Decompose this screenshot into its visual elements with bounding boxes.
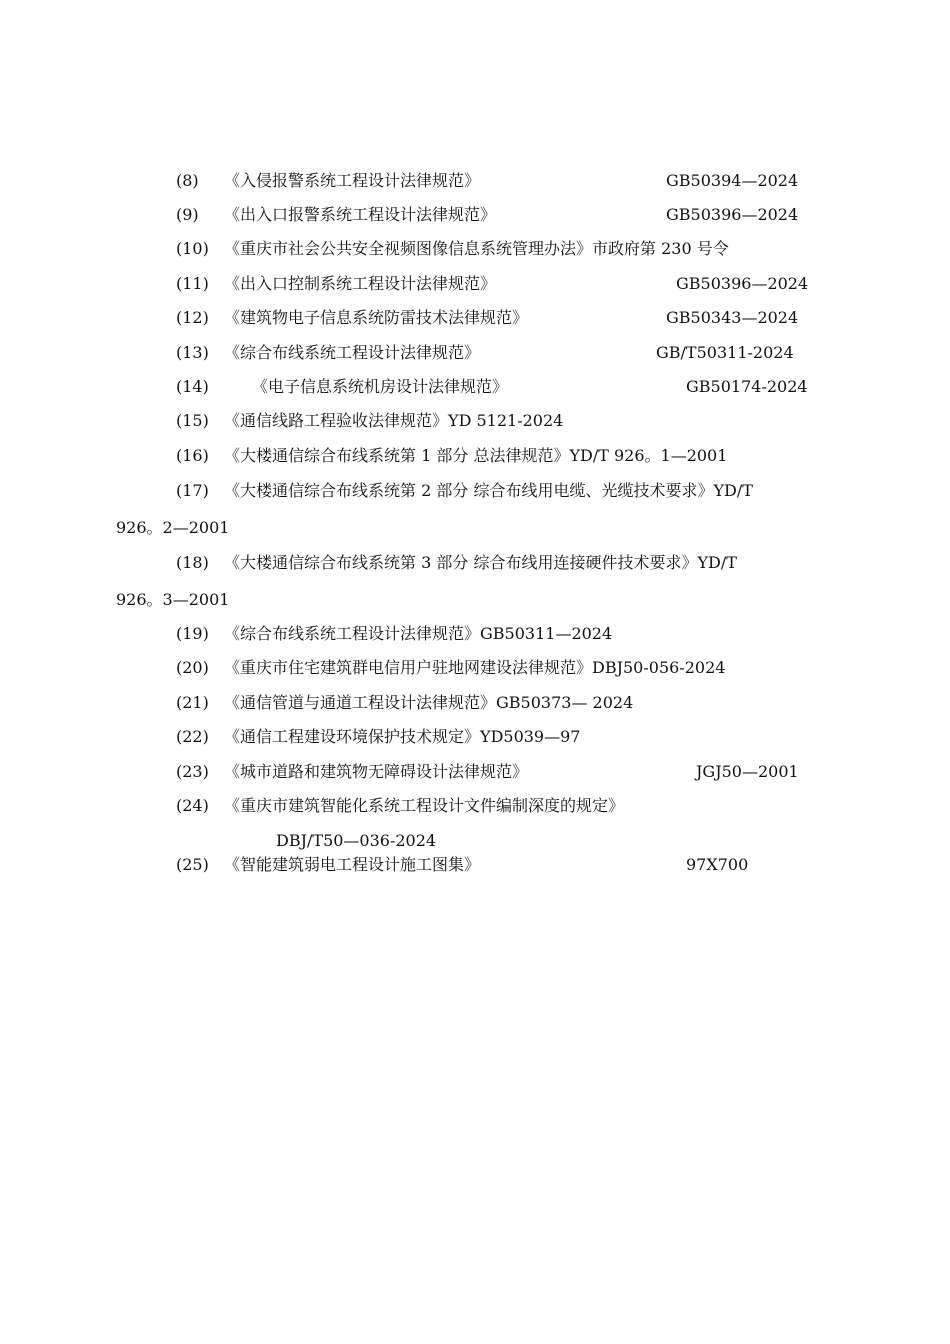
reference-code: GB/T50311-2024 (656, 343, 794, 362)
reference-number: (25) (176, 855, 209, 874)
reference-number: (9) (176, 205, 199, 224)
reference-item (176, 553, 737, 573)
reference-number: (8) (176, 171, 199, 190)
reference-code: 97X700 (686, 855, 749, 874)
reference-number: (11) (176, 274, 209, 293)
reference-item (176, 727, 580, 747)
reference-number: (18) (176, 553, 209, 572)
reference-number: (16) (176, 446, 209, 465)
reference-item (176, 343, 480, 363)
reference-continuation: 926。2—2001 (116, 518, 230, 537)
reference-code: GB50396—2024 (666, 205, 799, 224)
reference-code: GB50396—2024 (676, 274, 809, 293)
reference-item (176, 693, 633, 713)
reference-title: 《通信线路工程验收法律规范》YD 5121-2024 (224, 411, 564, 430)
reference-number: (10) (176, 239, 209, 258)
reference-item (176, 762, 528, 782)
reference-item (176, 205, 496, 225)
reference-number: (17) (176, 481, 209, 500)
reference-title: 《重庆市住宅建筑群电信用户驻地网建设法律规范》DBJ50-056-2024 (224, 658, 726, 677)
reference-title: 《出入口报警系统工程设计法律规范》 (224, 205, 497, 224)
reference-title: 《出入口控制系统工程设计法律规范》 (224, 274, 497, 293)
reference-item (176, 308, 528, 328)
reference-item (176, 855, 480, 875)
reference-title: 《综合布线系统工程设计法律规范》 (224, 343, 481, 362)
reference-title: 《大楼通信综合布线系统第 3 部分 综合布线用连接硬件技术要求》YD/T (224, 553, 737, 572)
reference-item (176, 446, 727, 466)
reference-item (176, 624, 612, 644)
reference-item (176, 411, 563, 431)
reference-item (176, 658, 725, 678)
reference-title: 《大楼通信综合布线系统第 2 部分 综合布线用电缆、光缆技术要求》YD/T (224, 481, 753, 500)
reference-subline: DBJ/T50—036-2024 (276, 831, 437, 850)
reference-number: (19) (176, 624, 209, 643)
reference-title: 《综合布线系统工程设计法律规范》GB50311—2024 (224, 624, 613, 643)
reference-title: 《城市道路和建筑物无障碍设计法律规范》 (224, 762, 529, 781)
reference-title: 《重庆市社会公共安全视频图像信息系统管理办法》市政府第 230 号令 (224, 239, 729, 258)
reference-title: 《通信管道与通道工程设计法律规范》GB50373— 2024 (224, 693, 634, 712)
reference-number: (21) (176, 693, 209, 712)
reference-item (176, 171, 480, 191)
reference-title: 《入侵报警系统工程设计法律规范》 (224, 171, 481, 190)
reference-number: (20) (176, 658, 209, 677)
reference-item (176, 481, 753, 501)
reference-number: (23) (176, 762, 209, 781)
reference-code: JGJ50—2001 (696, 762, 799, 781)
reference-code: GB50394—2024 (666, 171, 799, 190)
reference-continuation: 926。3—2001 (116, 590, 230, 609)
reference-item (176, 239, 729, 259)
reference-title: 《大楼通信综合布线系统第 1 部分 总法律规范》YD/T 926。1—2001 (224, 446, 728, 465)
reference-title: 《建筑物电子信息系统防雷技术法律规范》 (224, 308, 529, 327)
reference-code: GB50343—2024 (666, 308, 799, 327)
reference-title: 《重庆市建筑智能化系统工程设计文件编制深度的规定》 (224, 796, 625, 815)
reference-item (176, 796, 624, 816)
reference-number: (22) (176, 727, 209, 746)
reference-number: (15) (176, 411, 209, 430)
reference-number: (12) (176, 308, 209, 327)
reference-title: 《电子信息系统机房设计法律规范》 (252, 377, 509, 396)
reference-item (176, 274, 496, 294)
reference-number: (24) (176, 796, 209, 815)
reference-number: (14) (176, 377, 209, 396)
reference-title: 《通信工程建设环境保护技术规定》YD5039—97 (224, 727, 581, 746)
reference-title: 《智能建筑弱电工程设计施工图集》 (224, 855, 481, 874)
reference-number: (13) (176, 343, 209, 362)
reference-item (176, 377, 508, 397)
reference-code: GB50174-2024 (686, 377, 808, 396)
